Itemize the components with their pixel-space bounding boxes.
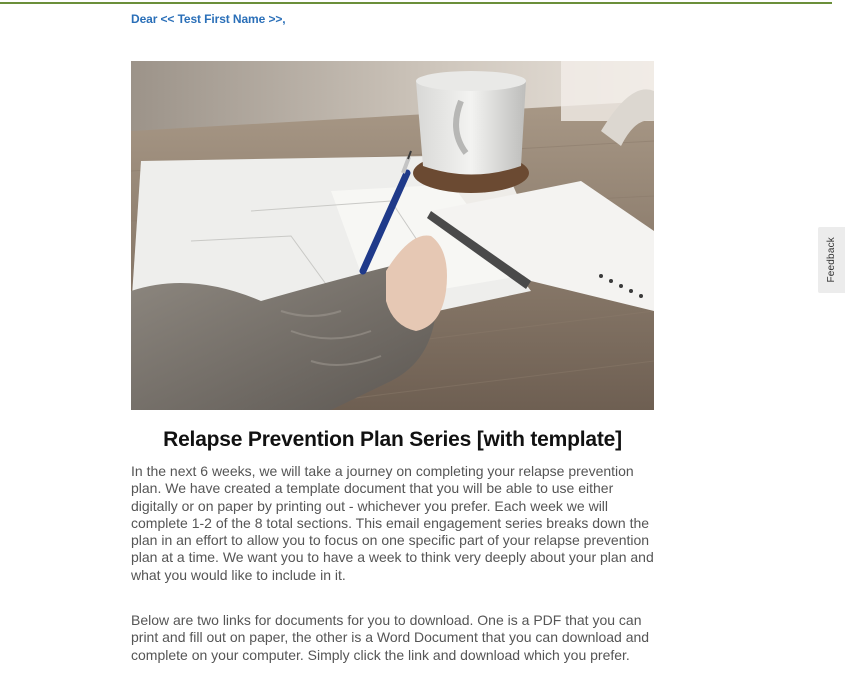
- header-divider: [0, 2, 832, 4]
- download-paragraph: Below are two links for documents for you to download. One is a PDF that you can print and fill out on paper, the other is a Word Document that you can download and complete on your computer. Simply click the link and download which you prefer.: [131, 612, 650, 663]
- feedback-tab[interactable]: [818, 227, 845, 293]
- feedback-label: Feedback: [826, 237, 837, 283]
- hero-image: [131, 61, 654, 410]
- email-title: Relapse Prevention Plan Series [with template]: [163, 428, 622, 451]
- intro-paragraph: In the next 6 weeks, we will take a journey on completing your relapse prevention plan. We have created a template document that you will be able to use either digitally or on paper by printing out - whichever you prefer. Each week we will complete 1-2 of the 8 total sections. This email engagement series breaks down the plan in an effort to allow you to focus on one specific part of your relapse prevention plan at a time. We want you to have a week to think very deeply about your plan and what you would like to include in it.: [131, 463, 654, 583]
- greeting-text: Dear << Test First Name >>,: [131, 12, 286, 26]
